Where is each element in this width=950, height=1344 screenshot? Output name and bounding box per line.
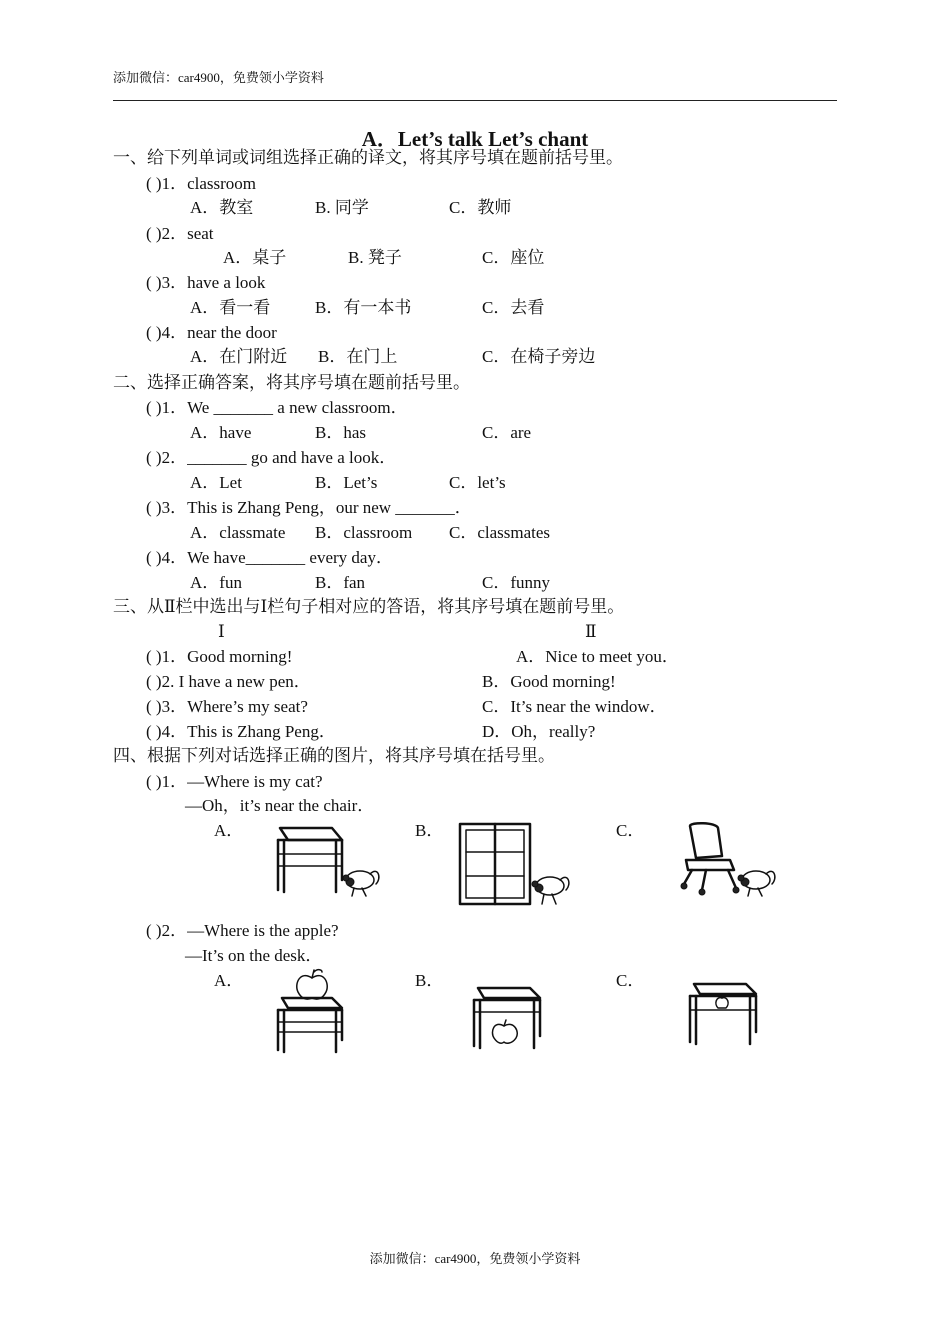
s4-q1-option-b: B．	[415, 821, 444, 840]
cat-icon	[532, 877, 569, 904]
s4-q2-option-a: A．	[214, 971, 244, 990]
column-1-label: Ⅰ	[218, 622, 225, 641]
page-footer: 添加微信：car4900，免费领小学资料	[369, 1251, 581, 1266]
s4-q1-line2: —Oh，it’s near the chair．	[185, 796, 375, 815]
apple-on-desk-picture	[272, 966, 352, 1056]
apple-icon	[492, 1020, 517, 1043]
section-3-heading: 三、从Ⅱ栏中选出与Ⅰ栏句子相对应的答语，将其序号填在题前号里。	[113, 597, 625, 616]
s1-q3: ( )3．have a look	[146, 273, 266, 292]
s1-q1-b: B. 同学	[315, 198, 369, 217]
s1-q1-c: C．教师	[449, 198, 512, 217]
s4-q1-option-a: A．	[214, 821, 244, 840]
s2-q2-b: B．Let’s	[315, 473, 378, 492]
s1-q3-b: B．有一本书	[315, 298, 412, 317]
apple-in-desk-picture	[686, 980, 766, 1050]
cat-icon	[343, 871, 379, 896]
s2-q1-a: A．have	[190, 423, 252, 442]
s2-q2-c: C．let’s	[449, 473, 506, 492]
s1-q2-c: C．座位	[482, 248, 545, 267]
s4-q2-line1: ( )2．—Where is the apple?	[146, 921, 339, 940]
s1-q1-a: A．教室	[190, 198, 254, 217]
s2-q3-b: B．classroom	[315, 523, 413, 542]
s2-q4-a: A．fun	[190, 573, 242, 592]
s1-q4: ( )4．near the door	[146, 323, 277, 342]
section-2-heading: 二、选择正确答案，将其序号填在题前括号里。	[113, 373, 470, 392]
desk-with-cat-picture	[270, 822, 390, 902]
chair-with-cat-picture	[676, 820, 786, 905]
s3-left-3: ( )3．Where’s my seat?	[146, 697, 308, 716]
s4-q1-line1: ( )1．—Where is my cat?	[146, 772, 323, 791]
s2-q4: ( )4．We have_______ every day．	[146, 548, 393, 567]
s2-q1: ( )1．We _______ a new classroom．	[146, 398, 408, 417]
s1-q3-c: C．去看	[482, 298, 545, 317]
page-title: A．Let’s talk Let’s chant	[361, 127, 589, 151]
section-1-heading: 一、给下列单词或词组选择正确的译文，将其序号填在题前括号里。	[113, 148, 623, 167]
s2-q4-c: C．funny	[482, 573, 550, 592]
s1-q2: ( )2．seat	[146, 224, 214, 243]
s1-q2-b: B. 凳子	[348, 248, 402, 267]
s1-q2-a: A．桌子	[223, 248, 287, 267]
s2-q3: ( )3．This is Zhang Peng，our new _______．	[146, 498, 472, 517]
column-2-label: Ⅱ	[585, 622, 597, 641]
apple-icon	[297, 970, 327, 999]
window-with-cat-picture	[456, 820, 576, 910]
s1-q4-c: C．在椅子旁边	[482, 347, 596, 366]
s3-left-1: ( )1．Good morning!	[146, 647, 293, 666]
cat-icon	[738, 871, 775, 896]
s2-q4-b: B．fan	[315, 573, 366, 592]
s2-q3-a: A．classmate	[190, 523, 286, 542]
s2-q1-c: C．are	[482, 423, 532, 442]
s1-q3-a: A．看一看	[190, 298, 271, 317]
s1-q4-b: B．在门上	[318, 347, 398, 366]
s4-q2-option-b: B．	[415, 971, 444, 990]
s2-q2: ( )2．_______ go and have a look．	[146, 448, 397, 467]
s1-q4-a: A．在门附近	[190, 347, 288, 366]
s3-left-4: ( )4．This is Zhang Peng．	[146, 722, 336, 741]
s4-q1-option-c: C．	[616, 821, 645, 840]
s3-right-c: C．It’s near the window．	[482, 697, 667, 716]
section-4-heading: 四、根据下列对话选择正确的图片，将其序号填在括号里。	[113, 746, 555, 765]
header-rule	[113, 100, 837, 101]
s3-right-d: D．Oh，really?	[482, 722, 596, 741]
s4-q2-line2: —It’s on the desk．	[185, 946, 323, 965]
s3-right-b: B．Good morning!	[482, 672, 616, 691]
s3-left-2: ( )2. I have a new pen．	[146, 672, 311, 691]
s2-q1-b: B．has	[315, 423, 366, 442]
page-header: 添加微信：car4900，免费领小学资料	[113, 70, 324, 85]
s1-q1: ( )1．classroom	[146, 174, 257, 193]
apple-under-desk-picture	[470, 984, 550, 1054]
s3-right-a: A．Nice to meet you．	[516, 647, 679, 666]
s4-q2-option-c: C．	[616, 971, 645, 990]
s2-q2-a: A．Let	[190, 473, 242, 492]
s2-q3-c: C．classmates	[449, 523, 551, 542]
